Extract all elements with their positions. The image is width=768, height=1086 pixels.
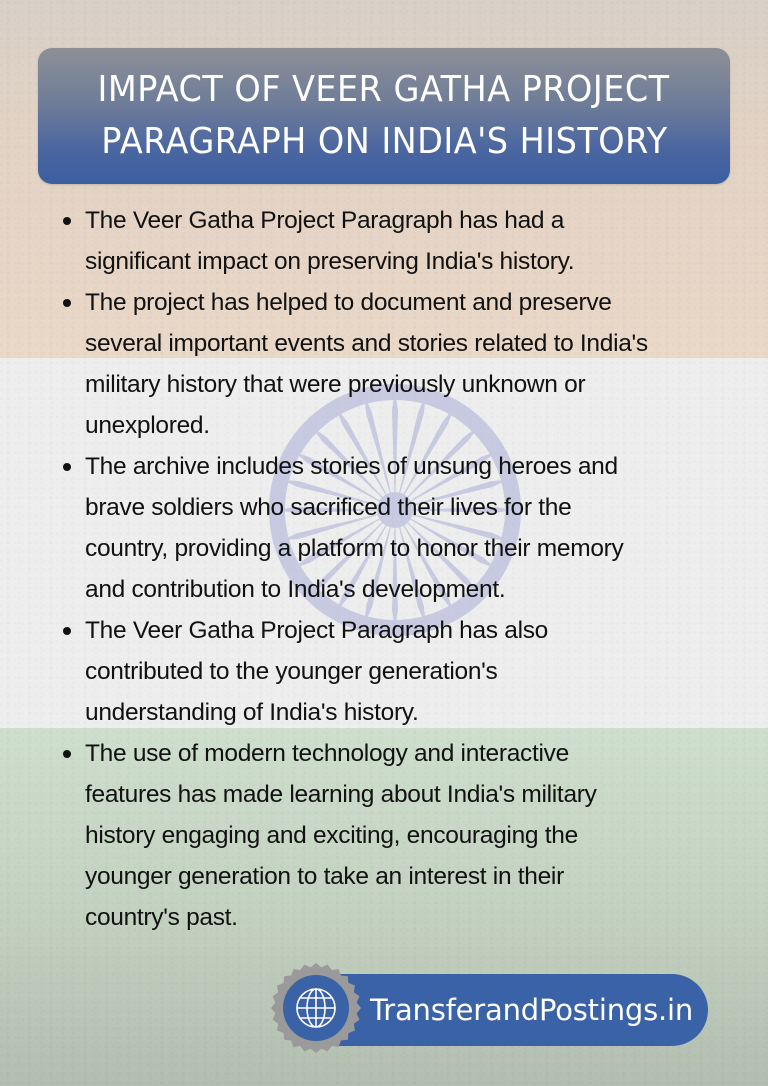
bullet-line: The use of modern technology and interactive: [85, 740, 569, 767]
bullet-dot-icon: [63, 217, 71, 225]
bullet-line: The project has helped to document and preserve: [85, 289, 612, 316]
bullet-dot-icon: [63, 627, 71, 635]
title-line-2: PARAGRAPH ON INDIA'S HISTORY: [100, 121, 668, 162]
bullet-dot-icon: [63, 299, 71, 307]
bullet-line: several important events and stories related to India's: [85, 330, 648, 357]
bullet-line: country's past.: [85, 904, 238, 931]
bullet-item: [58, 610, 748, 733]
globe-icon: [270, 962, 362, 1054]
bullet-item: [58, 200, 748, 282]
bullet-line: unexplored.: [85, 412, 210, 439]
title-line-1: IMPACT OF VEER GATHA PROJECT: [97, 69, 671, 110]
bullet-line: The Veer Gatha Project Paragraph has also: [85, 617, 549, 644]
bullet-line: features has made learning about India's military: [85, 781, 597, 808]
bullet-line: history engaging and exciting, encouraging the: [85, 822, 578, 849]
bullet-line: and contribution to India's development.: [85, 576, 506, 603]
title-banner: [38, 48, 730, 184]
bullet-line: understanding of India's history.: [85, 699, 419, 726]
bullet-item: [58, 733, 748, 938]
bullet-item: [58, 282, 748, 446]
bullet-line: significant impact on preserving India's history.: [85, 248, 575, 275]
bullet-list: [58, 200, 748, 938]
bullet-item: [58, 446, 748, 610]
bullet-line: brave soldiers who sacrificed their lives for the: [85, 494, 572, 521]
website-link[interactable]: TransferandPostings.in: [370, 993, 694, 1027]
bullet-line: The Veer Gatha Project Paragraph has had a: [85, 207, 565, 234]
website-badge[interactable]: [270, 962, 714, 1054]
bullet-line: contributed to the younger generation's: [85, 658, 498, 685]
bullet-line: military history that were previously unknown or: [85, 371, 586, 398]
bullet-line: The archive includes stories of unsung heroes and: [85, 453, 618, 480]
bullet-line: country, providing a platform to honor their memory: [85, 535, 624, 562]
bullet-dot-icon: [63, 463, 71, 471]
bullet-dot-icon: [63, 750, 71, 758]
bullet-line: younger generation to take an interest in their: [85, 863, 564, 890]
content-body: [58, 200, 748, 938]
